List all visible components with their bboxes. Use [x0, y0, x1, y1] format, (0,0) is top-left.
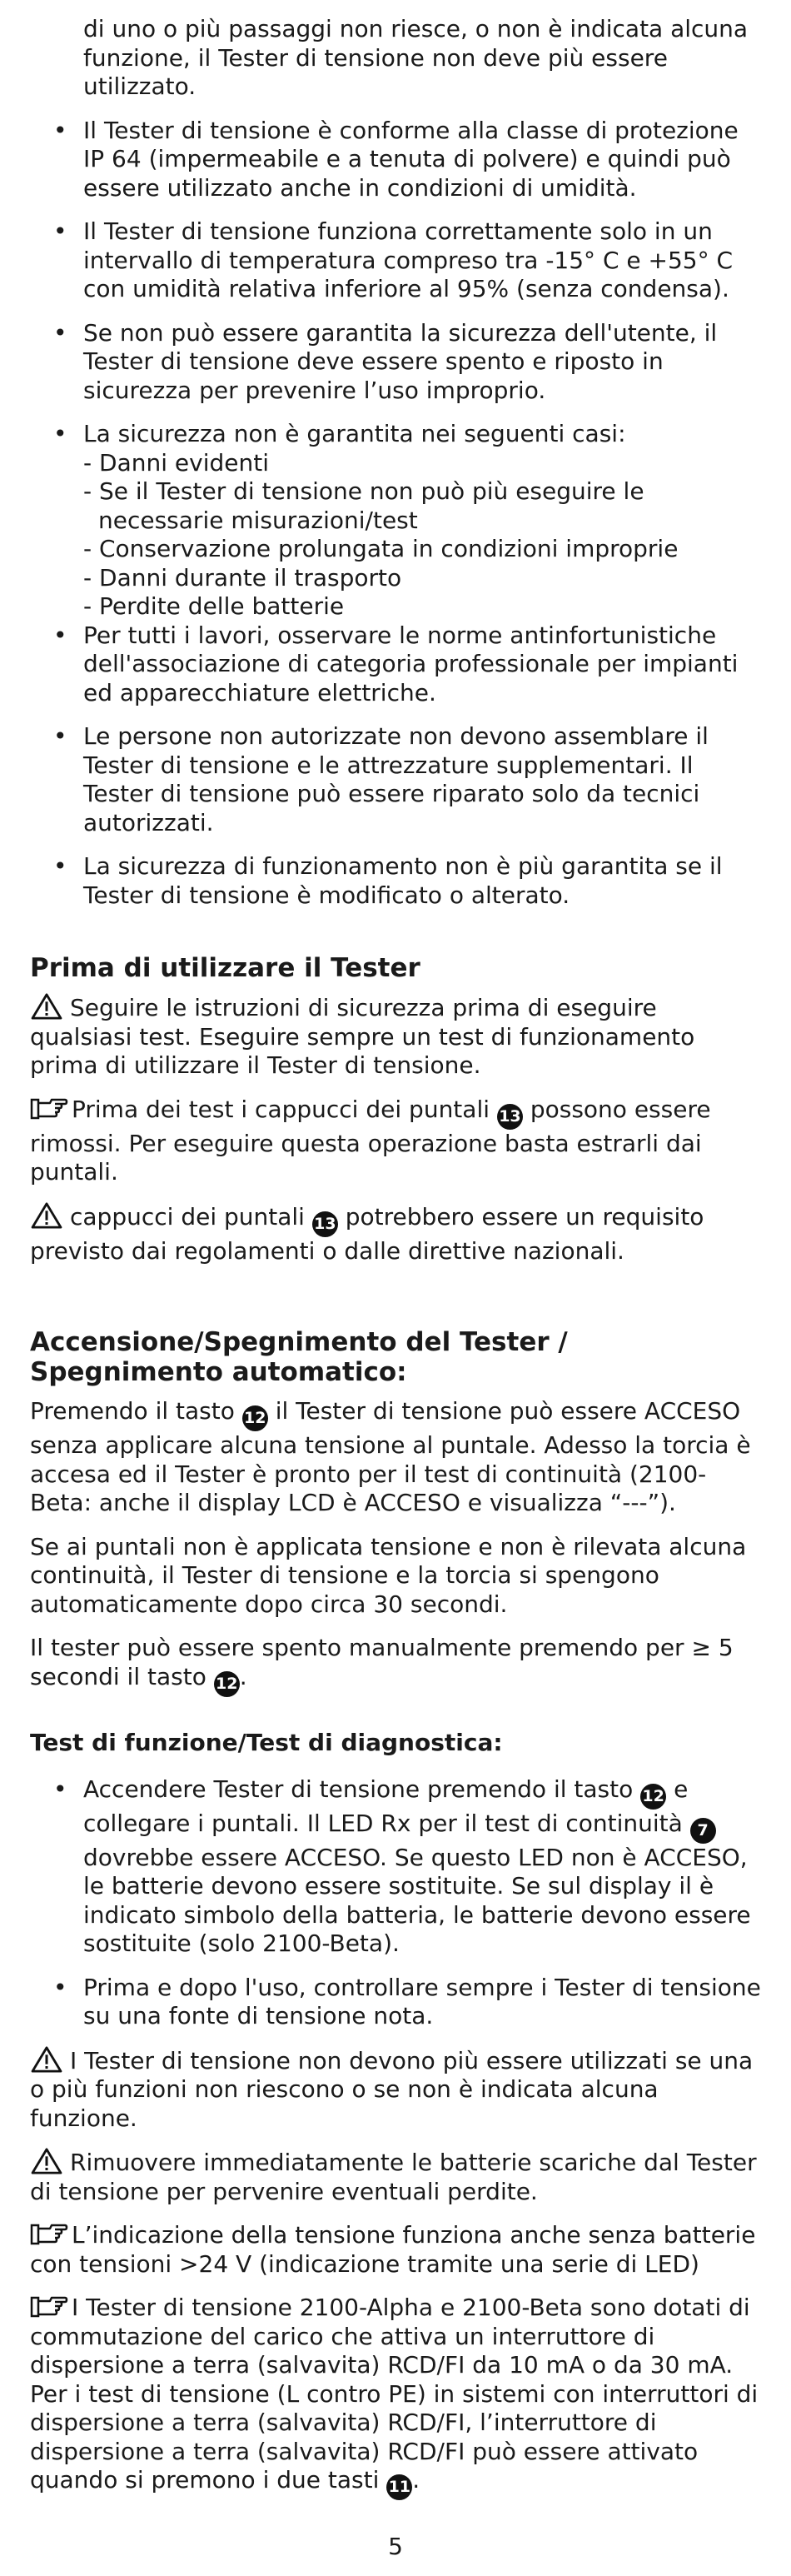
- warning-paragraph: [30, 2046, 763, 2134]
- note-paragraph: [30, 2294, 763, 2500]
- callout-number-7-icon: 7: [690, 1818, 716, 1844]
- note-text: possono essere rimossi. Per eseguire questa operazione basta estrarli dai puntali.: [30, 1095, 711, 1186]
- bullet-power-on-test: [30, 1775, 763, 1959]
- note-paragraph: [30, 1096, 763, 1187]
- pointing-hand-icon: [30, 2294, 68, 2319]
- manual-off-paragraph: [30, 1634, 763, 1697]
- warning-icon: [30, 993, 63, 1020]
- body-text: Il tester può essere spento manualmente premendo per ≥ 5 secondi il tasto: [30, 1634, 734, 1690]
- intro-line: utilizzato.: [83, 72, 197, 100]
- callout-number-12-icon: 12: [214, 1671, 240, 1697]
- safety-bullets-top: [30, 117, 763, 911]
- warning-text: potrebbero essere un requisito previsto dai regolamenti o dalle direttive nazionali.: [30, 1202, 704, 1265]
- intro-paragraph: [83, 15, 763, 102]
- warning-icon: [30, 2046, 63, 2073]
- bullet-accident-rules: • Per tutti i lavori, osservare le norme antinfortunistiche dell'associazione di categoria professionale per impianti ed apparecchiature elettriche.: [30, 622, 763, 708]
- callout-number-13-icon: 13: [497, 1104, 523, 1130]
- page-number: 5: [388, 2533, 403, 2560]
- note-text: Prima dei test i cappucci dei puntali: [72, 1095, 490, 1123]
- note-text: .: [412, 2466, 420, 2494]
- warning-paragraph: [30, 1202, 763, 1266]
- pointing-hand-icon: [30, 2222, 68, 2247]
- bullet-safety-cases: [30, 420, 763, 622]
- bullet-modified: • La sicurezza di funzionamento non è più garantita se il Tester di tensione è modificato o alterato.: [30, 852, 763, 910]
- power-on-paragraph: [30, 1397, 763, 1518]
- warning-text: cappucci dei puntali: [70, 1202, 305, 1231]
- intro-line: funzione, il Tester di tensione non deve più essere: [83, 43, 668, 72]
- warning-text: Seguire le istruzioni di sicurezza prima di eseguire qualsiasi test. Eseguire sempre un test di funzionamento prima di utilizzare il Tester di tensione.: [30, 994, 695, 1079]
- warning-paragraph: [30, 993, 763, 1081]
- warning-icon: [30, 1202, 63, 1229]
- note-text: I Tester di tensione 2100-Alpha e 2100-Beta sono dotati di commutazione del carico che attiva un interruttore di dispersione a terra (salvavita) RCD/FI da 10 mA o da 30 mA. Per i test di tensione (L contro PE) in sistemi con interruttori di dispersione a terra (salvavita) RCD/FI, l’interruttore di dispersione a terra (salvavita) RCD/FI può essere attivato quando si premono i due tasti: [30, 2294, 759, 2494]
- section-title-before-use: Prima di utilizzare il Tester: [30, 953, 420, 983]
- manual-page: [30, 15, 763, 2515]
- warning-icon: [30, 2148, 63, 2174]
- bullet-unauthorized: • Le persone non autorizzate non devono assemblare il Tester di tensione e le attrezzature supplementari. Il Tester di tensione può essere riparato solo da tecnici autorizzati.: [30, 722, 763, 837]
- bullet-user-safety: • Se non può essere garantita la sicurezza dell'utente, il Tester di tensione deve essere spento e riposto in sicurezza per prevenire l’uso improprio.: [30, 319, 763, 406]
- safety-case: - Se il Tester di tensione non può più eseguire le: [83, 477, 644, 505]
- safety-case: - Perdite delle batterie: [83, 592, 345, 620]
- callout-number-12-icon: 12: [242, 1405, 268, 1431]
- callout-number-11-icon: 11: [386, 2474, 412, 2500]
- body-text: e collegare i puntali. Il LED Rx per il test di continuità: [83, 1775, 689, 1837]
- warning-text: Rimuovere immediatamente le batterie scariche dal Tester di tensione per pervenire eventuali perdite.: [30, 2149, 757, 2205]
- bullet-known-source: • Prima e dopo l'uso, controllare sempre i Tester di tensione su una fonte di tensione nota.: [30, 1974, 763, 2031]
- auto-off-paragraph: Se ai puntali non è applicata tensione e non è rilevata alcuna continuità, il Tester di tensione e la torcia si spengono automaticamente dopo circa 30 secondi.: [30, 1532, 747, 1618]
- pointing-hand-icon: [30, 1096, 68, 1121]
- body-text: Accendere Tester di tensione premendo il tasto: [83, 1775, 634, 1803]
- function-test-bullets: [30, 1775, 763, 2031]
- warning-text: I Tester di tensione non devono più essere utilizzati se una o più funzioni non riescono o se non è indicata alcuna funzione.: [30, 2046, 754, 2132]
- body-text: Premendo il tasto: [30, 1397, 235, 1425]
- safety-case: - Danni durante il trasporto: [83, 563, 402, 592]
- body-text: il Tester di tensione può essere ACCESO senza applicare alcuna tensione al puntale. Adesso la torcia è accesa ed il Tester è pronto per il test di continuità (2100-Beta: anche il display LCD è ACCESO e visualizza “---”).: [30, 1397, 751, 1516]
- body-text: .: [239, 1662, 247, 1690]
- body-text: dovrebbe essere ACCESO. Se questo LED non è ACCESO, le batterie devono essere sostituite. Se sul display il è indicato simbolo della batteria, le batterie devono essere sostituite (solo 2100-Beta).: [83, 1843, 751, 1957]
- callout-number-13-icon: 13: [312, 1211, 338, 1237]
- safety-case: - Conservazione prolungata in condizioni improprie: [83, 535, 679, 562]
- section-title-power: Accensione/Spegnimento del Tester / Spegnimento automatico:: [30, 1327, 568, 1387]
- warning-paragraph: [30, 2148, 763, 2206]
- note-text: L’indicazione della tensione funziona anche senza batterie con tensioni >24 V (indicazione tramite una serie di LED): [30, 2221, 756, 2278]
- safety-cases-lead: • La sicurezza non è garantita nei seguenti casi:: [83, 420, 626, 447]
- callout-number-12-icon: 12: [640, 1784, 666, 1810]
- section-title-function-test: Test di funzione/Test di diagnostica:: [30, 1728, 503, 1756]
- bullet-ip64: • Il Tester di tensione è conforme alla classe di protezione IP 64 (impermeabile e a tenuta di polvere) e quindi può essere utilizzato anche in condizioni di umidità.: [30, 117, 763, 203]
- bullet-temperature: • Il Tester di tensione funziona correttamente solo in un intervallo di temperatura compreso tra -15° C e +55° C con umidità relativa inferiore al 95% (senza condensa).: [30, 217, 763, 304]
- safety-case: necessarie misurazioni/test: [98, 506, 418, 534]
- intro-line: di uno o più passaggi non riesce, o non è indicata alcuna: [83, 15, 749, 42]
- safety-case: - Danni evidenti: [83, 448, 269, 477]
- note-paragraph: [30, 2221, 763, 2279]
